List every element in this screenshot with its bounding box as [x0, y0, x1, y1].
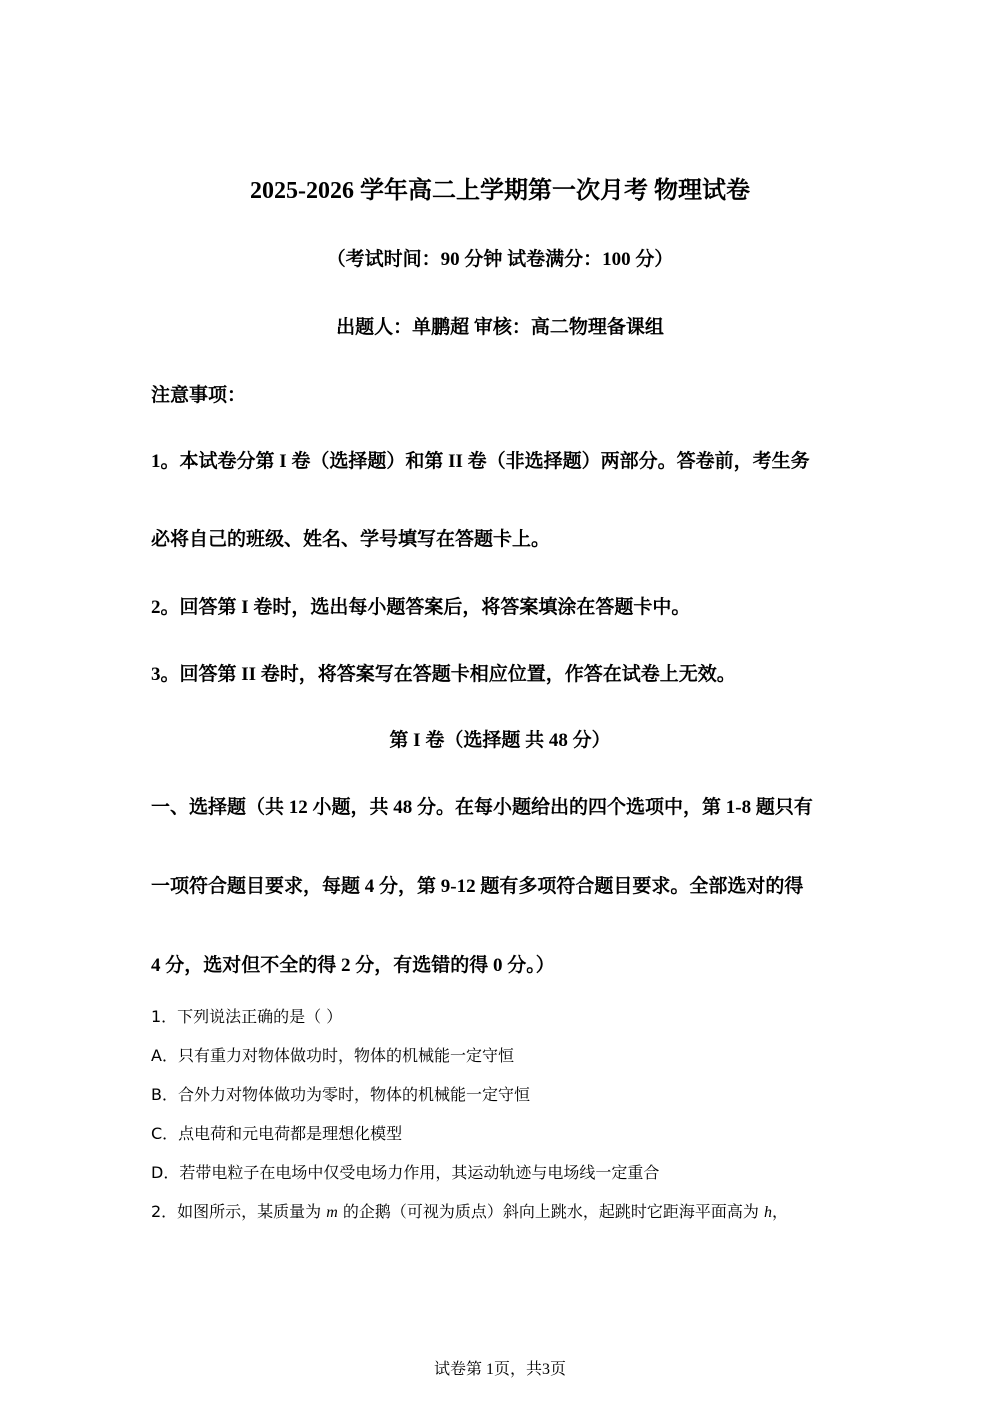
- section-instruction-line-2: 一项符合题目要求，每题 4 分，第 9-12 题有多项符合题目要求。全部选对的得: [151, 876, 804, 897]
- variable-m: m: [326, 1204, 338, 1221]
- page-footer: 试卷第 1页，共3页: [433, 1361, 566, 1378]
- question-1-stem: 1．下列说法正确的是（ ）: [151, 1007, 343, 1026]
- authors-line: 出题人：单鹏超 审核：高二物理备课组: [336, 317, 664, 338]
- question-1-option-d: D．若带电粒子在电场中仅受电场力作用，其运动轨迹与电场线一定重合: [151, 1163, 660, 1182]
- section-instruction-line-3: 4 分，选对但不全的得 2 分，有选错的得 0 分。）: [151, 955, 555, 976]
- question-2-stem-part-b: 的企鹅（可视为质点）斜向上跳水，起跳时它距海平面高为: [337, 1202, 765, 1221]
- notice-item-3: 3。回答第 II 卷时，将答案写在答题卡相应位置，作答在试卷上无效。: [151, 664, 736, 685]
- question-1-option-c: C．点电荷和元电荷都是理想化模型: [151, 1124, 403, 1143]
- notice-heading: 注意事项：: [151, 385, 247, 406]
- notice-item-2: 2。回答第 I 卷时，选出每小题答案后，将答案填涂在答题卡中。: [151, 597, 691, 618]
- question-2-stem: [151, 1199, 788, 1222]
- section-instruction-line-1: 一、选择题（共 12 小题，共 48 分。在每小题给出的四个选项中，第 1-8 题只有: [151, 797, 813, 818]
- page-title: 2025-2026 学年高二上学期第一次月考 物理试卷: [250, 178, 750, 204]
- notice-item-1-line-1: 1。本试卷分第 I 卷（选择题）和第 II 卷（非选择题）两部分。答卷前，考生务: [151, 451, 810, 472]
- exam-info: （考试时间：90 分钟 试卷满分：100 分）: [326, 249, 674, 270]
- question-2-stem-part-c: ，: [772, 1202, 789, 1221]
- section-title: 第 I 卷（选择题 共 48 分）: [389, 730, 611, 751]
- variable-h: h: [764, 1204, 773, 1221]
- question-2-stem-part-a: 2．如图所示，某质量为: [151, 1202, 327, 1221]
- notice-item-1-line-2: 必将自己的班级、姓名、学号填写在答题卡上。: [151, 529, 551, 550]
- question-1-option-b: B．合外力对物体做功为零时，物体的机械能一定守恒: [151, 1085, 530, 1104]
- question-1-option-a: A．只有重力对物体做功时，物体的机械能一定守恒: [151, 1046, 514, 1065]
